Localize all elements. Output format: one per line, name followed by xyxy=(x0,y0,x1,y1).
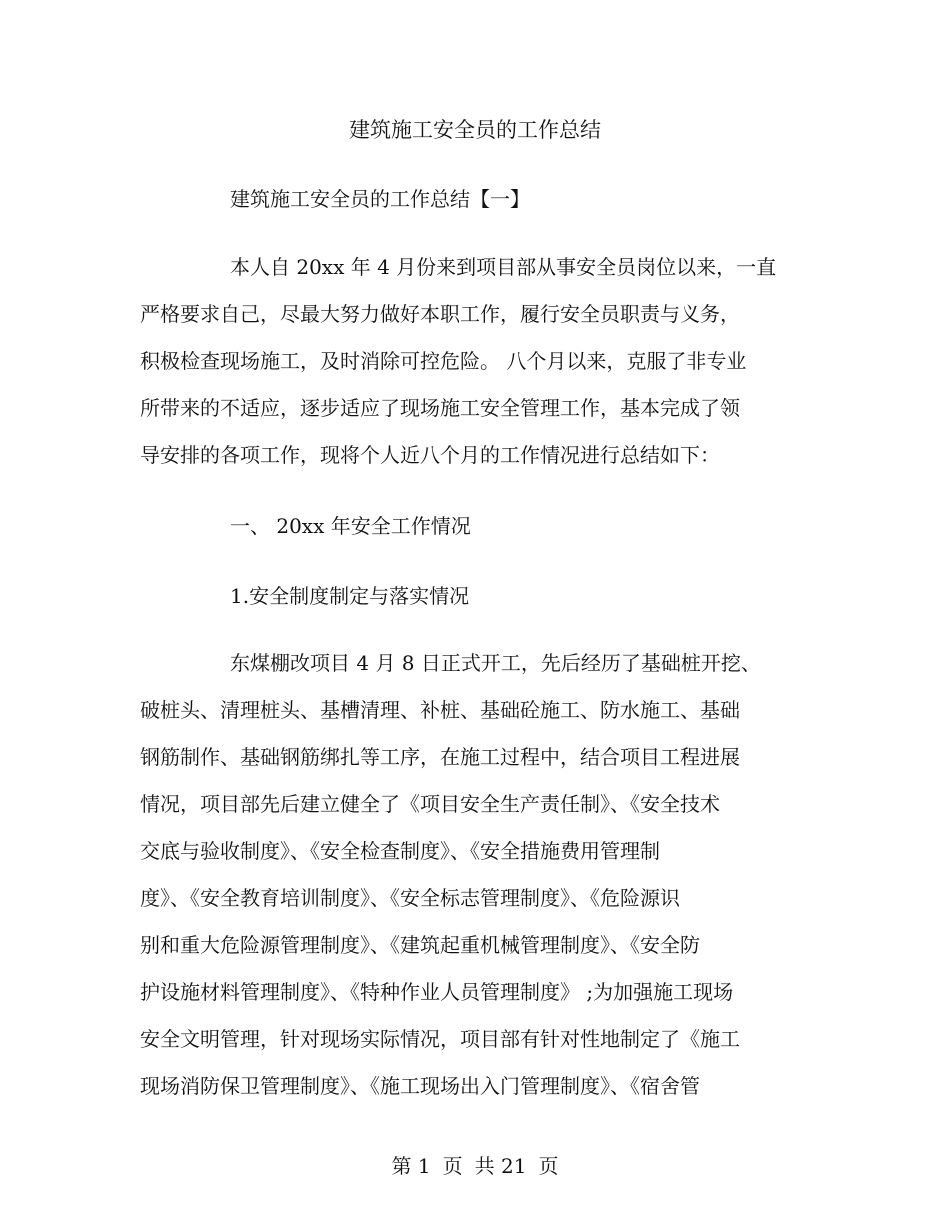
paragraph-line: 钢筋制作、基础钢筋绑扎等工序，在施工过程中，结合项目工程进展 xyxy=(140,745,740,769)
page-total: 共 21 xyxy=(474,1154,527,1178)
paragraph-line: 破桩头、清理桩头、基槽清理、补桩、基础砼施工、防水施工、基础 xyxy=(140,698,740,722)
paragraph-line: 积极检查现场施工，及时消除可控危险。 八个月以来，克服了非专业 xyxy=(140,349,747,373)
paragraph-line: 严格要求自己，尽最大努力做好本职工作，履行安全员职责与义务， xyxy=(140,302,740,326)
paragraph-line: 交底与验收制度》、《安全检查制度》、《安全措施费用管理制 xyxy=(140,839,660,863)
paragraph-intro xyxy=(140,244,790,479)
heading-safety-system: 1.安全制度制定与落实情况 xyxy=(230,584,470,608)
paragraph-system xyxy=(140,640,790,1110)
paragraph-line: 本人自 20xx 年 4 月份来到项目部从事安全员岗位以来，一直 xyxy=(230,255,777,279)
section-title: 建筑施工安全员的工作总结【一】 xyxy=(230,187,530,211)
paragraph-line: 别和重大危险源管理制度》、《建筑起重机械管理制度》、《安全防 xyxy=(140,933,700,957)
paragraph-line: 东煤棚改项目 4 月 8 日正式开工，先后经历了基础桩开挖、 xyxy=(230,651,761,675)
paragraph-line: 安全文明管理，针对现场实际情况，项目部有针对性地制定了《施工 xyxy=(140,1027,740,1051)
paragraph-line: 护设施材料管理制度》、《特种作业人员管理制度》 ;为加强施工现场 xyxy=(140,980,734,1004)
paragraph-line: 导安排的各项工作，现将个人近八个月的工作情况进行总结如下： xyxy=(140,443,720,467)
page-word: 页 xyxy=(442,1154,463,1178)
heading-safety-work: 一、 20xx 年安全工作情况 xyxy=(230,514,471,538)
document-title: 建筑施工安全员的工作总结 xyxy=(349,118,601,142)
page-total-word: 页 xyxy=(538,1154,559,1178)
paragraph-line: 度》、《安全教育培训制度》、《安全标志管理制度》、《危险源识 xyxy=(140,886,680,910)
paragraph-line: 现场消防保卫管理制度》、《施工现场出入门管理制度》、《宿舍管 xyxy=(140,1074,700,1098)
page-number: 第 1 xyxy=(391,1154,431,1178)
paragraph-line: 所带来的不适应，逐步适应了现场施工安全管理工作，基本完成了领 xyxy=(140,396,740,420)
page-footer xyxy=(0,1150,950,1179)
paragraph-line: 情况，项目部先后建立健全了《项目安全生产责任制》、《安全技术 xyxy=(140,792,720,816)
